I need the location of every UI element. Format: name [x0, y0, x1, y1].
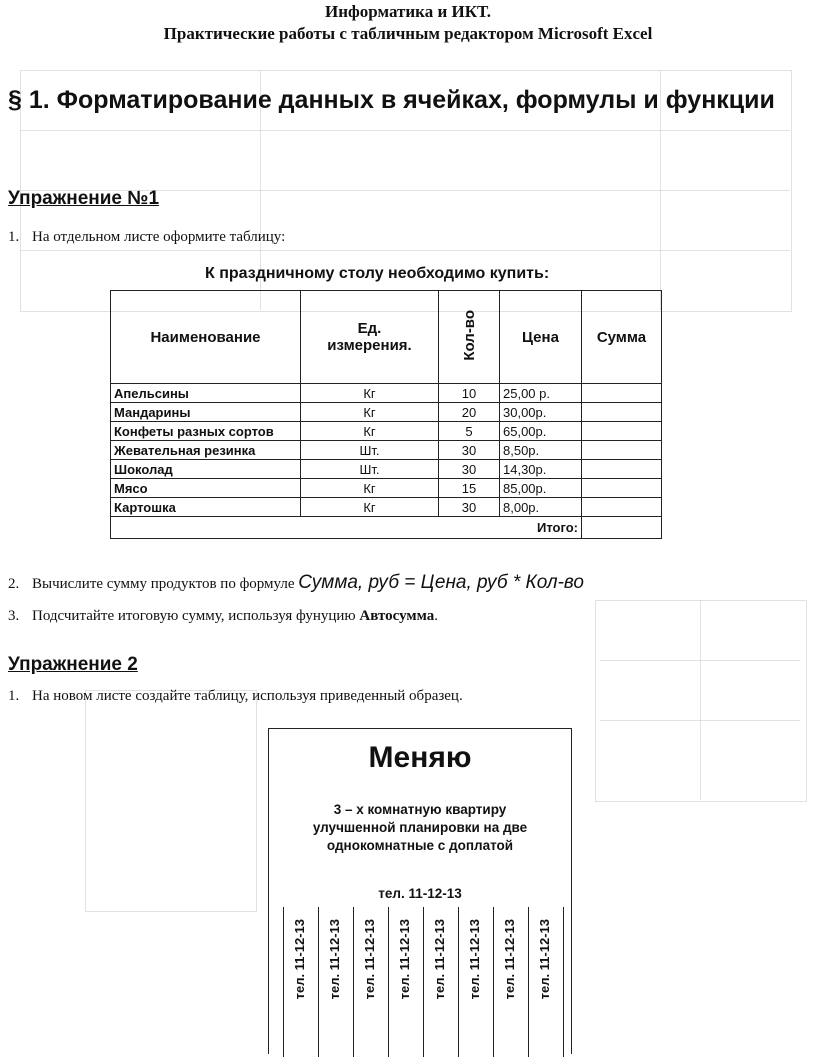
table-row: Мясо Кг 15 85,00р. — [111, 479, 662, 498]
tear-off-tab: тел. 11-12-13 — [318, 907, 353, 1057]
table-row: Шоколад Шт. 30 14,30р. — [111, 460, 662, 479]
exercise2-title: Упражнение 2 — [8, 654, 138, 675]
exercise1-step2 — [8, 572, 584, 594]
header-subject: Информатика и ИКТ. — [325, 2, 491, 21]
total-label: Итого: — [111, 517, 582, 539]
header-unit: Ед. измерения. — [301, 291, 439, 384]
tear-off-tab: тел. 11-12-13 — [388, 907, 423, 1057]
table-row: Апельсины Кг 10 25,00 р. — [111, 384, 662, 403]
flyer-phone: тел. 11-12-13 — [378, 886, 462, 901]
bleed-through-table-middle — [595, 600, 807, 802]
step-number: 1. — [8, 688, 20, 704]
table-total-row — [111, 517, 662, 539]
bleed-through-rule — [20, 250, 790, 251]
flyer-tear-off-tabs — [283, 907, 571, 1057]
table-row: Мандарины Кг 20 30,00р. — [111, 403, 662, 422]
exercise2-step1 — [8, 688, 463, 705]
tear-off-tab: тел. 11-12-13 — [283, 907, 318, 1057]
exercise1-title: Упражнение №1 — [8, 188, 160, 209]
flyer-offer: 3 – х комнатную квартиру улучшенной планировки на две однокомнатные с доплатой — [312, 802, 528, 853]
flyer-title: Меняю — [368, 741, 472, 774]
total-value — [582, 517, 662, 539]
tear-off-tab: тел. 11-12-13 — [493, 907, 528, 1057]
header-price: Цена — [500, 291, 582, 384]
table-header-row — [111, 291, 662, 384]
exercise1-step3: 3. Подсчитайте итоговую сумму, используя фунуцию Автосумма. — [8, 608, 438, 624]
table-row: Картошка Кг 30 8,00р. — [111, 498, 662, 517]
bleed-through-table-left — [85, 690, 257, 912]
tear-off-tab: тел. 11-12-13 — [458, 907, 493, 1057]
table-row: Жевательная резинка Шт. 30 8,50р. — [111, 441, 662, 460]
step-text: Вычислите сумму продуктов по формуле — [32, 576, 295, 592]
header-qty: Кол-во — [439, 291, 500, 384]
tear-off-tab: тел. 11-12-13 — [423, 907, 458, 1057]
header-sum: Сумма — [582, 291, 662, 384]
step-text: На отдельном листе оформите таблицу: — [32, 229, 286, 245]
section-title: § 1. Форматирование данных в ячейках, формулы и функции — [8, 86, 775, 114]
exchange-flyer — [268, 728, 572, 1054]
header-name: Наименование — [111, 291, 301, 384]
step-text: На новом листе создайте таблицу, используя приведенный образец. — [32, 688, 463, 704]
formula: Сумма, руб = Цена, руб * Кол-во — [298, 572, 585, 593]
autosum-term: Автосумма — [359, 608, 435, 624]
header-subtitle: Практические работы с табличным редактором Microsoft Excel — [163, 24, 653, 43]
exercise1-step1 — [8, 229, 285, 246]
tear-off-tab: тел. 11-12-13 — [528, 907, 564, 1057]
step-text: Подсчитайте итоговую сумму, используя фунуцию — [32, 608, 356, 624]
tear-off-tab: тел. 11-12-13 — [353, 907, 388, 1057]
shopping-table — [110, 290, 662, 539]
table-row: Конфеты разных сортов Кг 5 65,00р. — [111, 422, 662, 441]
table-caption: К праздничному столу необходимо купить: — [205, 265, 550, 282]
step-number: 3. — [8, 608, 20, 624]
bleed-through-rule — [700, 600, 701, 800]
step-number: 1. — [8, 229, 20, 245]
bleed-through-rule — [20, 130, 790, 131]
step-number: 2. — [8, 576, 20, 592]
